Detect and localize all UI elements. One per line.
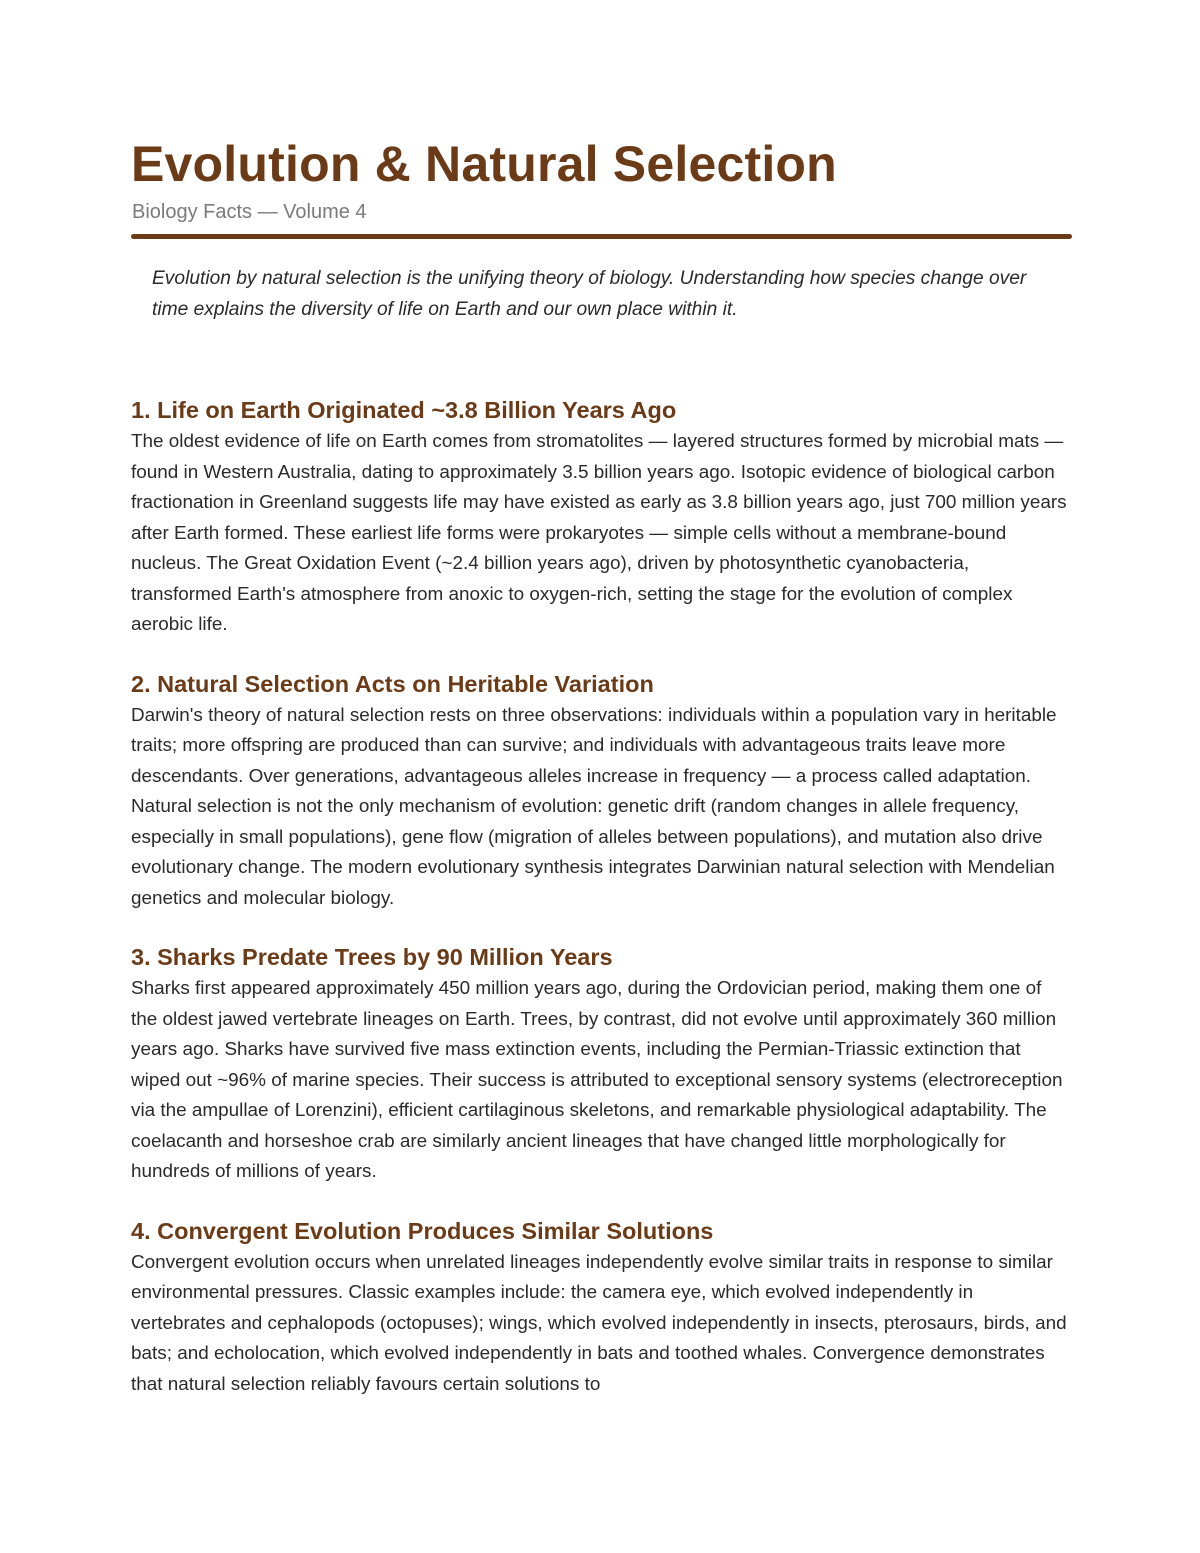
section-heading: 2. Natural Selection Acts on Heritable Variation bbox=[131, 670, 654, 697]
section-body: Convergent evolution occurs when unrelated lineages independently evolve similar traits in response to similar environmental pressures. Classic examples include: the camera eye, which evolved independently in vertebrates and cephalopods (octopuses); wings, which evolved independently in insects, pterosaurs, birds, and bats; and echolocation, which evolved independently in bats and toothed whales. Convergence demonstrates that natural selection reliably favours certain solutions to bbox=[131, 1251, 1067, 1395]
document-page bbox=[131, 135, 1072, 1428]
section-heading: 3. Sharks Predate Trees by 90 Million Years bbox=[131, 944, 613, 970]
section-2 bbox=[131, 669, 1072, 915]
section-4 bbox=[131, 1216, 1072, 1401]
section-3 bbox=[131, 942, 1072, 1188]
section-heading: 4. Convergent Evolution Produces Similar Solutions bbox=[131, 1217, 714, 1244]
page-subtitle: Biology Facts — Volume 4 bbox=[132, 201, 367, 223]
sections-container bbox=[131, 395, 1072, 1400]
section-body: The oldest evidence of life on Earth comes from stromatolites — layered structures formed by microbial mats — found in Western Australia, dating to approximately 3.5 billion years ago. Isotopic evidence of biological carbon fractionation in Greenland suggests life may have existed as early as 3.8 billion years ago, just 700 million years after Earth formed. These earliest life forms were prokaryotes — simple cells without a membrane-bound nucleus. The Great Oxidation Event (~2.4 billion years ago), driven by photosynthetic cyanobacteria, transformed Earth's atmosphere from anoxic to oxygen-rich, setting the stage for the evolution of complex aerobic life. bbox=[131, 431, 1067, 635]
section-body: Darwin's theory of natural selection rests on three observations: individuals within a population vary in heritable traits; more offspring are produced than can survive; and individuals with advantageous traits leave more descendants. Over generations, advantageous alleles increase in frequency — a process called adaptation. Natural selection is not the only mechanism of evolution: genetic drift (random changes in allele frequency, especially in small populations), gene flow (migration of alleles between populations), and mutation also drive evolutionary change. The modern evolutionary synthesis integrates Darwinian natural selection with Mendelian genetics and molecular biology. bbox=[131, 704, 1057, 909]
page-title: Evolution & Natural Selection bbox=[131, 136, 837, 192]
title-divider bbox=[131, 234, 1072, 239]
section-1 bbox=[131, 395, 1072, 641]
section-body: Sharks first appeared approximately 450 million years ago, during the Ordovician period, making them one of the oldest jawed vertebrate lineages on Earth. Trees, by contrast, did not evolve until approximately 360 million years ago. Sharks have survived five mass extinction events, including the Permian-Triassic extinction that wiped out ~96% of marine species. Their success is attributed to exceptional sensory systems (electroreception via the ampullae of Lorenzini), efficient cartilaginous skeletons, and remarkable physiological adaptability. The coelacanth and horseshoe crab are similarly ancient lineages that have changed little morphologically for hundreds of millions of years. bbox=[131, 978, 1063, 1182]
intro-paragraph: Evolution by natural selection is the unifying theory of biology. Understanding how species change over time explains the diversity of life on Earth and our own place within it. bbox=[152, 268, 1027, 320]
section-heading: 1. Life on Earth Originated ~3.8 Billion Years Ago bbox=[131, 397, 677, 423]
